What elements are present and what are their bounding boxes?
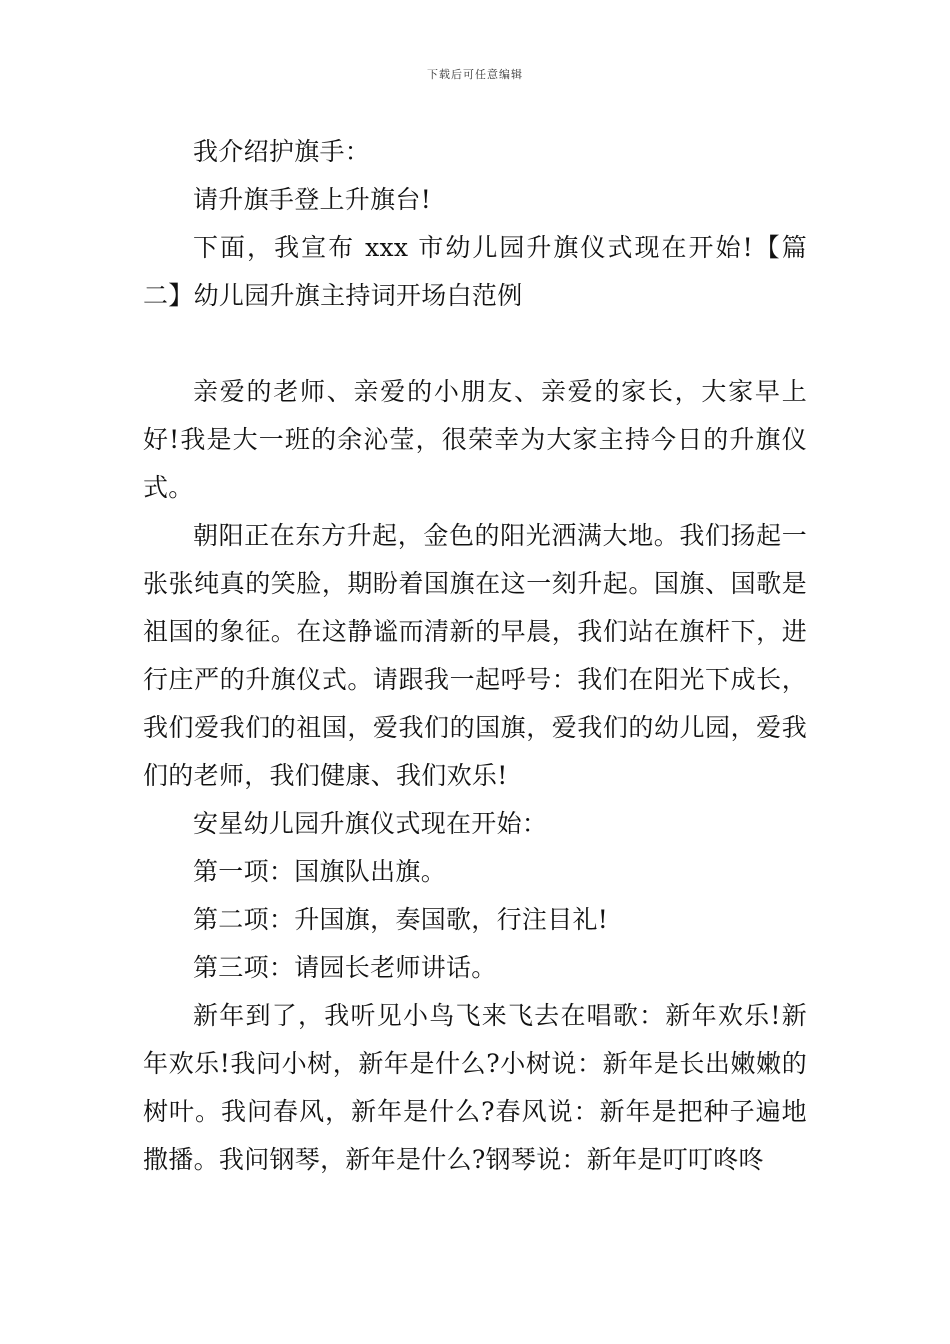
document-body xyxy=(143,128,807,1184)
paragraph-item-1: 第一项：国旗队出旗。 xyxy=(193,857,447,886)
paragraph-greeting: 亲爱的老师、亲爱的小朋友、亲爱的家长，大家早上好!我是大一班的余沁莹，很荣幸为大家主持今日的升旗仪式。 xyxy=(143,377,807,502)
paragraph-guard-intro: 我介绍护旗手： xyxy=(193,137,371,166)
paragraph-item-3: 第三项：请园长老师讲话。 xyxy=(193,953,497,982)
header-note: 下载后可任意编辑 xyxy=(427,68,523,81)
paragraph-announcement: 下面，我宣布 xxx 市幼儿园升旗仪式现在开始!【篇二】幼儿园升旗主持词开场白范例 xyxy=(143,233,807,310)
paragraph-flag-raiser: 请升旗手登上升旗台! xyxy=(193,185,432,214)
paragraph-ceremony-start: 安星幼儿园升旗仪式现在开始： xyxy=(193,809,548,838)
paragraph-item-2: 第二项：升国旗，奏国歌，行注目礼! xyxy=(193,905,609,934)
paragraph-new-year: 新年到了，我听见小鸟飞来飞去在唱歌：新年欢乐!新年欢乐!我问小树，新年是什么?小树说：新年是长出嫩嫩的树叶。我问春风，新年是什么?春风说：新年是把种子遍地撒播。我问钢琴，新年是什么?钢琴说：新年是叮叮咚咚 xyxy=(143,1001,807,1174)
paragraph-morning: 朝阳正在东方升起，金色的阳光洒满大地。我们扬起一张张纯真的笑脸，期盼着国旗在这一刻升起。国旗、国歌是祖国的象征。在这静谧而清新的早晨，我们站在旗杆下，进行庄严的升旗仪式。请跟我一起呼号：我们在阳光下成长，我们爱我们的祖国，爱我们的国旗，爱我们的幼儿园，爱我们的老师，我们健康、我们欢乐! xyxy=(143,521,807,790)
